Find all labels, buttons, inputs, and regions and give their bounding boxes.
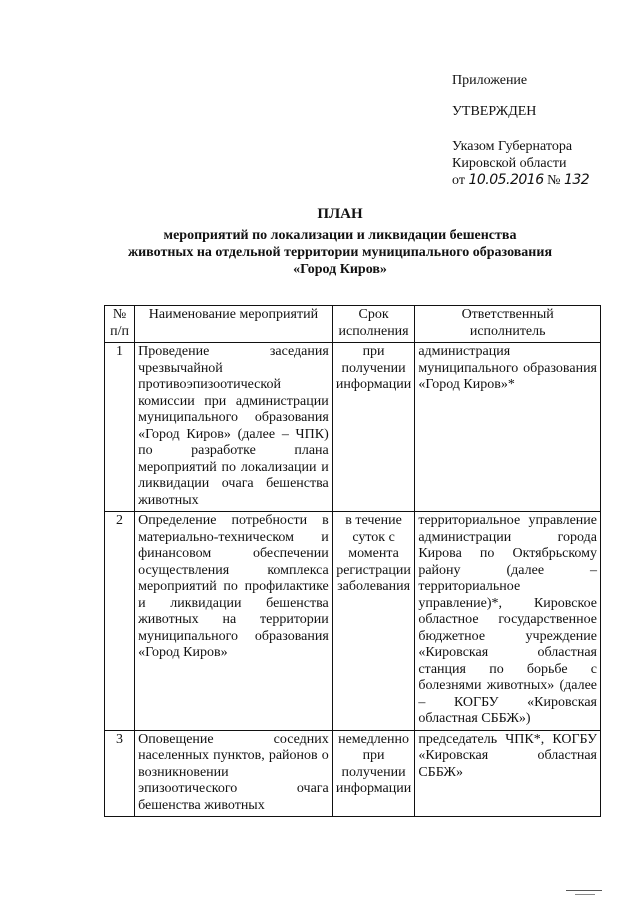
row-number: 2 [105, 512, 135, 731]
row-measure: Определение потребности в материально-техническом и финансовом обеспечении осуществления комплекса мероприятий по профилактике и ликвидации бешенства животных на территории муниципального образования «Город Киров» [135, 512, 333, 731]
plan-subtitle-line-3: «Город Киров» [293, 262, 387, 277]
row-deadline: при получении информации [332, 343, 415, 512]
appendix-label: Приложение [452, 73, 528, 88]
decree-line-1: Указом Губернатора [452, 139, 573, 154]
header-deadline [332, 306, 415, 343]
header-name: Наименование мероприятий [135, 306, 333, 343]
approved-label: УТВЕРЖДЕН [452, 104, 537, 119]
header-deadline-line-1: Срок [358, 307, 389, 322]
row-measure: Оповещение соседних населенных пунктов, районов о возникновении эпизоотического очага бешенства животных [135, 730, 333, 817]
number-prefix: № [547, 173, 561, 188]
table-row [105, 730, 601, 817]
row-number: 3 [105, 730, 135, 817]
plan-subtitle-line-1: мероприятий по локализации и ликвидации бешенства [163, 228, 517, 243]
plan-subtitle [60, 227, 620, 278]
header-responsible-line-1: Ответственный [461, 307, 554, 322]
plan-title: ПЛАН [317, 206, 363, 222]
date-value: 10.05.2016 [468, 172, 544, 188]
decree-date-line [452, 172, 632, 189]
plan-subtitle-line-2: животных на отдельной территории муниципального образования [127, 245, 553, 260]
footer-mark [566, 890, 602, 892]
header-number-line-2: п/п [110, 323, 129, 339]
table-header-row [105, 306, 601, 343]
approval-block [452, 72, 632, 189]
plan-table [104, 305, 601, 817]
header-responsible [415, 306, 601, 343]
header-responsible-line-2: исполнитель [469, 323, 546, 339]
row-deadline: в течение суток с момента регистрации заболевания [332, 512, 415, 731]
date-prefix: от [452, 173, 465, 188]
row-measure: Проведение заседания чрезвычайной противоэпизоотической комиссии при администрации муниципального образования «Город Киров» (далее – ЧПК) по разработке плана мероприятий по локализации и ликвидации очага бешенства животных [135, 343, 333, 512]
decree-line-2: Кировской области [452, 156, 567, 171]
table-row [105, 343, 601, 512]
row-deadline: немедленно при получении информации [332, 730, 415, 817]
header-number-line-1: № [112, 307, 127, 322]
row-number: 1 [105, 343, 135, 512]
row-responsible: территориальное управление администрации города Кирова по Октябрьскому району (далее – территориальное управление)*, Кировское областное государственное бюджетное учреждение «Кировская областная станция по борьбе с болезнями животных» (далее – КОГБУ «Кировская областная СББЖ») [415, 512, 601, 731]
table-row [105, 512, 601, 731]
row-responsible: администрация муниципального образования «Город Киров»* [415, 343, 601, 512]
header-number [105, 306, 135, 343]
footer-mark-2 [575, 894, 595, 896]
row-responsible: председатель ЧПК*, КОГБУ «Кировская областная СББЖ» [415, 730, 601, 817]
number-value: 132 [563, 172, 590, 188]
header-deadline-line-2: исполнения [338, 323, 409, 339]
